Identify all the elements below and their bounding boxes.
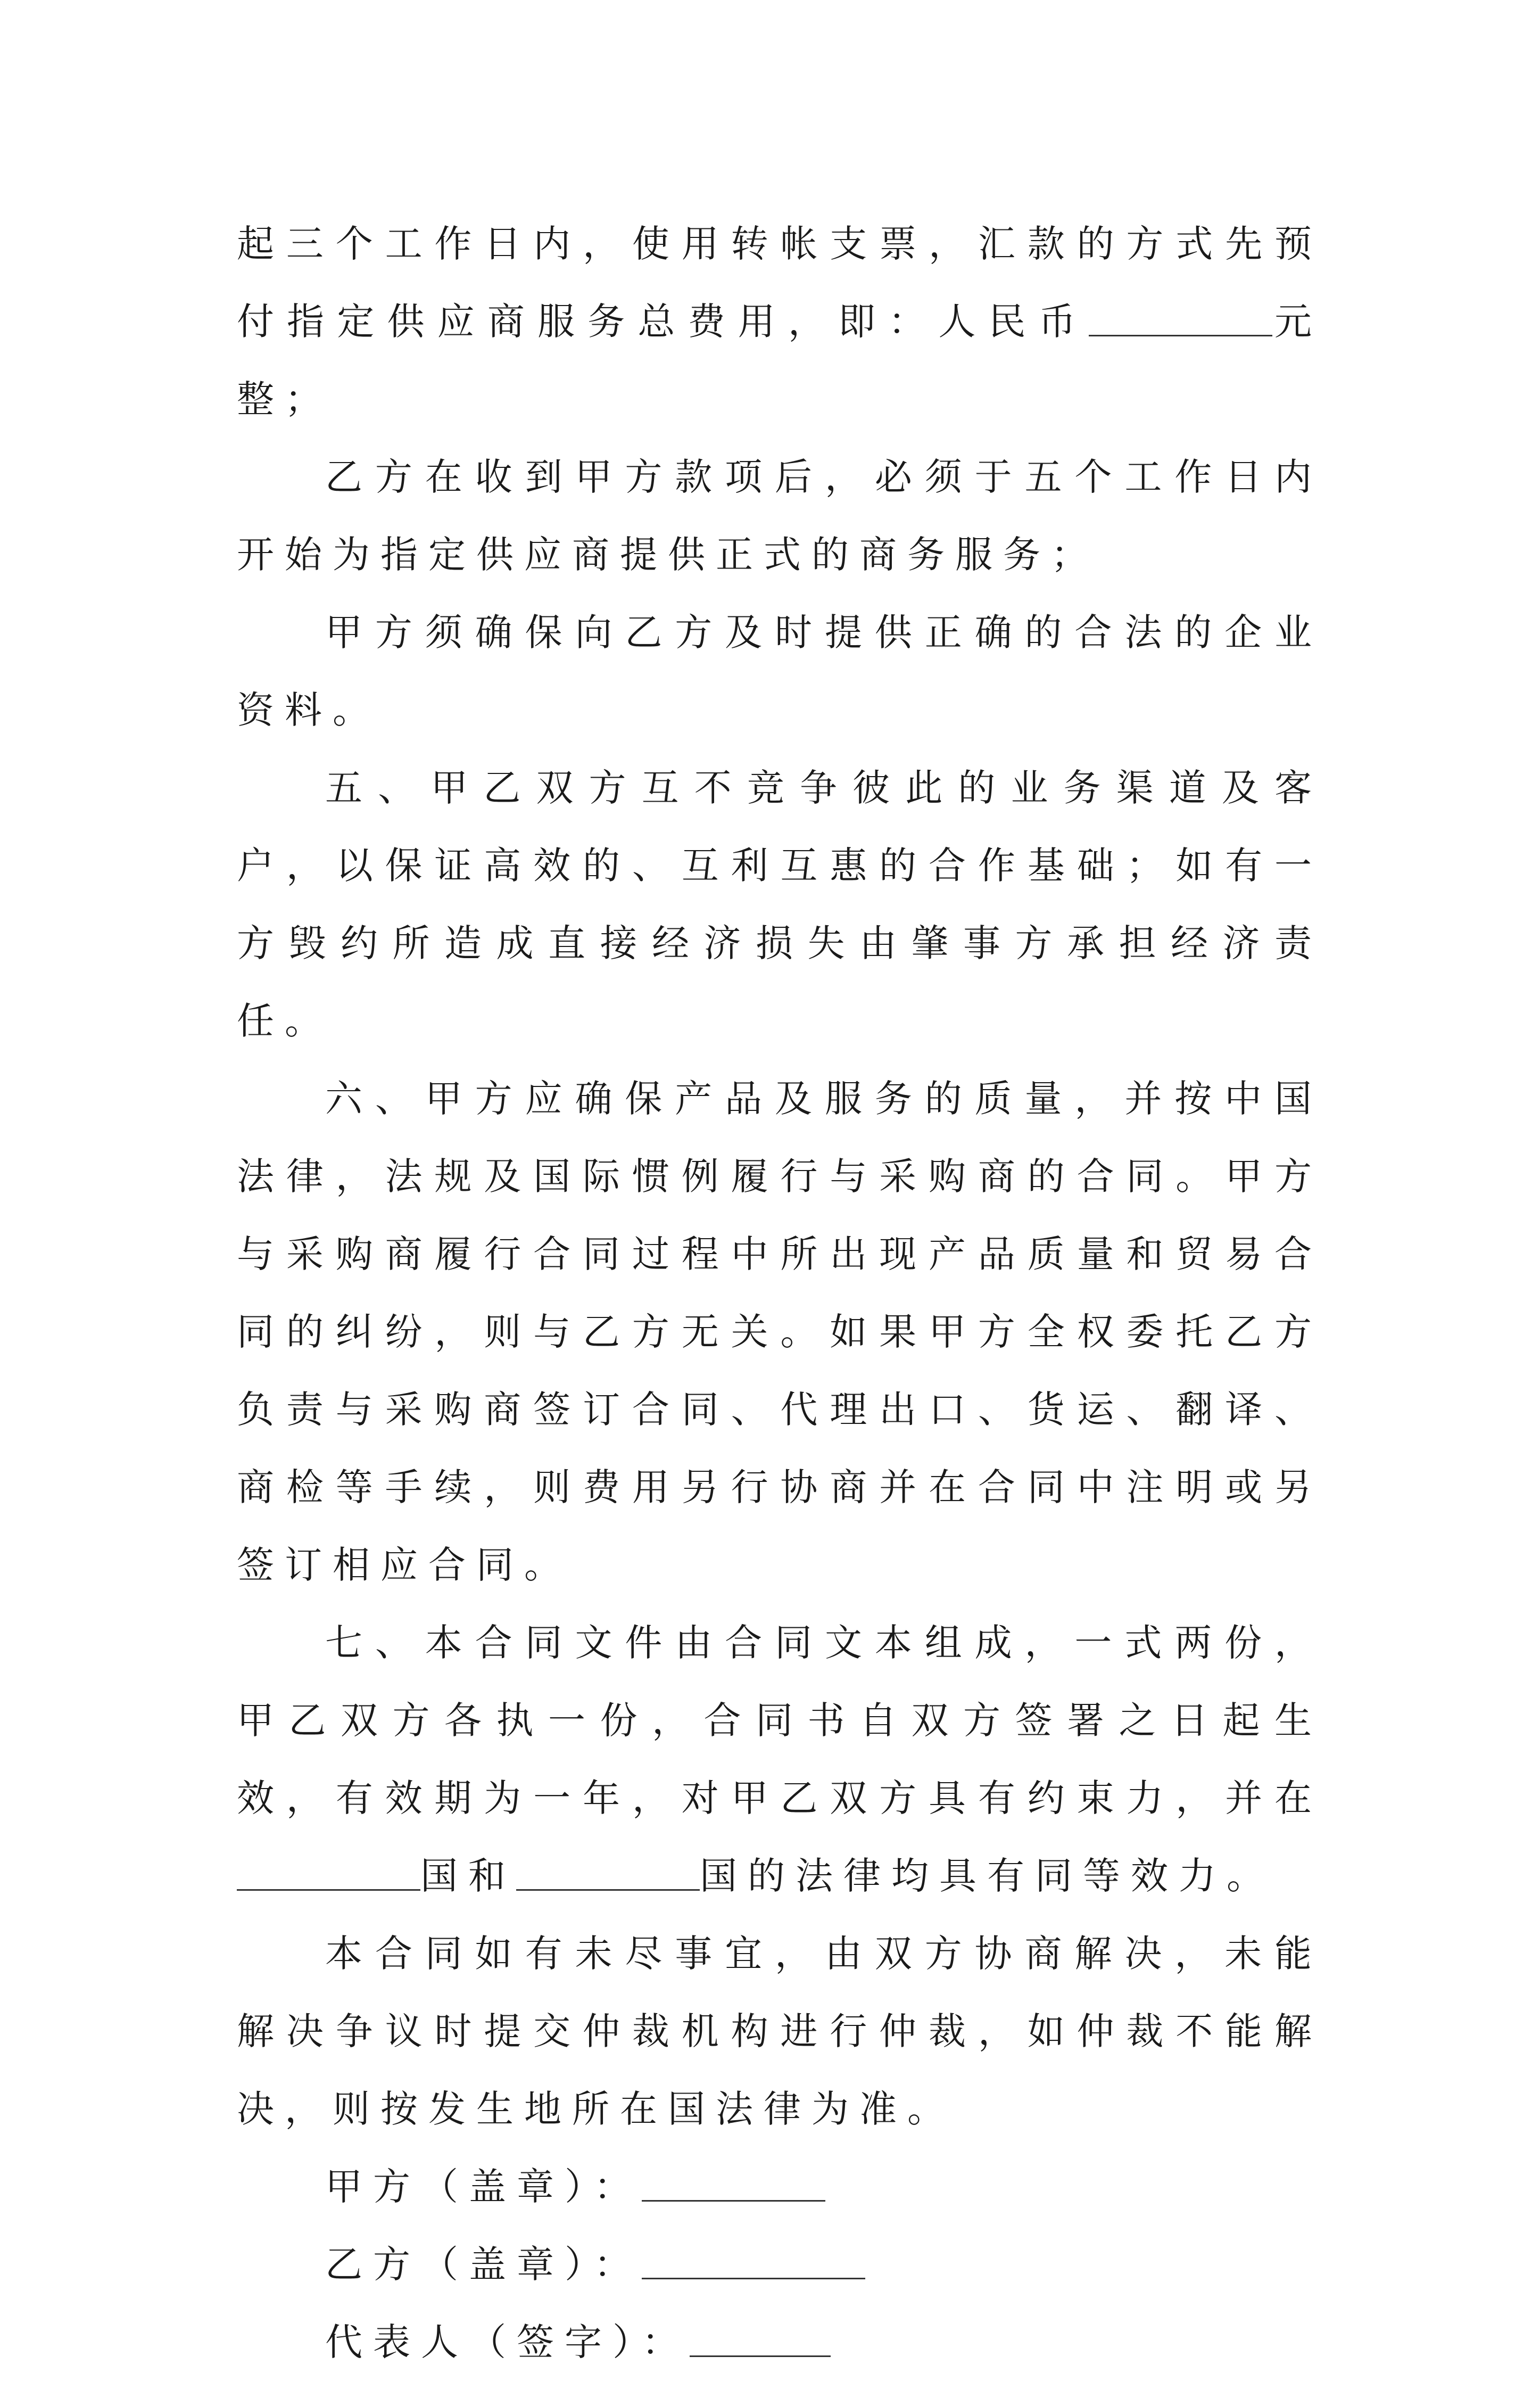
- clause-seven-text: 七、本合同文件由合同文本组成，一式两份，甲乙双方各执一份，合同书自双方签署之日起生效，有效期为一年，对甲乙双方具有约束力，并在: [237, 1621, 1322, 1820]
- country-blank-field-1[interactable]: [237, 1857, 420, 1891]
- party-a-seal-field[interactable]: [642, 2168, 825, 2202]
- clause-six: 六、甲方应确保产品及服务的质量，并按中国法律，法规及国际惯例履行与采购商的合同。甲方与采购商履行合同过程中所出现产品质量和贸易合同的纠纷，则与乙方无关。如果甲方全权委托乙方负责与采购商签订合同、代理出口、货运、翻译、商检等手续，则费用另行协商并在合同中注明或另签订相应合同。: [237, 1077, 1322, 1587]
- paragraph-payment: [237, 205, 1322, 438]
- amount-blank-field[interactable]: [1089, 303, 1272, 336]
- representative-label: 代表人（签字）：: [325, 2320, 690, 2364]
- party-b-label: 乙方（盖章）：: [325, 2243, 642, 2286]
- contract-body: [237, 205, 1322, 2381]
- clause-seven: [237, 1604, 1322, 1915]
- party-a-label: 甲方（盖章）：: [325, 2165, 642, 2209]
- payment-text-end: 元整；: [237, 300, 1323, 421]
- country-blank-field-2[interactable]: [516, 1857, 700, 1891]
- signature-party-a: [237, 2148, 1322, 2226]
- paragraph-service-start: 乙方在收到甲方款项后，必须于五个工作日内开始为指定供应商提供正式的商务服务；: [237, 455, 1322, 576]
- signature-party-b: [237, 2226, 1322, 2303]
- clause-seven-mid: 国和: [420, 1854, 516, 1898]
- paragraph-dispute: 本合同如有未尽事宜，由双方协商解决，未能解决争议时提交仲裁机构进行仲裁，如仲裁不能解决，则按发生地所在国法律为准。: [237, 1932, 1322, 2131]
- signature-representative: [237, 2303, 1322, 2381]
- clause-seven-end: 国的法律均具有同等效力。: [700, 1854, 1274, 1898]
- party-b-seal-field[interactable]: [642, 2246, 865, 2279]
- representative-signature-field[interactable]: [690, 2324, 831, 2357]
- paragraph-company-info: 甲方须确保向乙方及时提供正确的合法的企业资料。: [237, 611, 1322, 732]
- payment-text: 起三个工作日内，使用转帐支票，汇款的方式先预付指定供应商服务总费用，即：人民币: [237, 222, 1322, 343]
- clause-five: 五、甲乙双方互不竞争彼此的业务渠道及客户，以保证高效的、互利互惠的合作基础；如有一方毁约所造成直接经济损失由肇事方承担经济责任。: [237, 766, 1322, 1043]
